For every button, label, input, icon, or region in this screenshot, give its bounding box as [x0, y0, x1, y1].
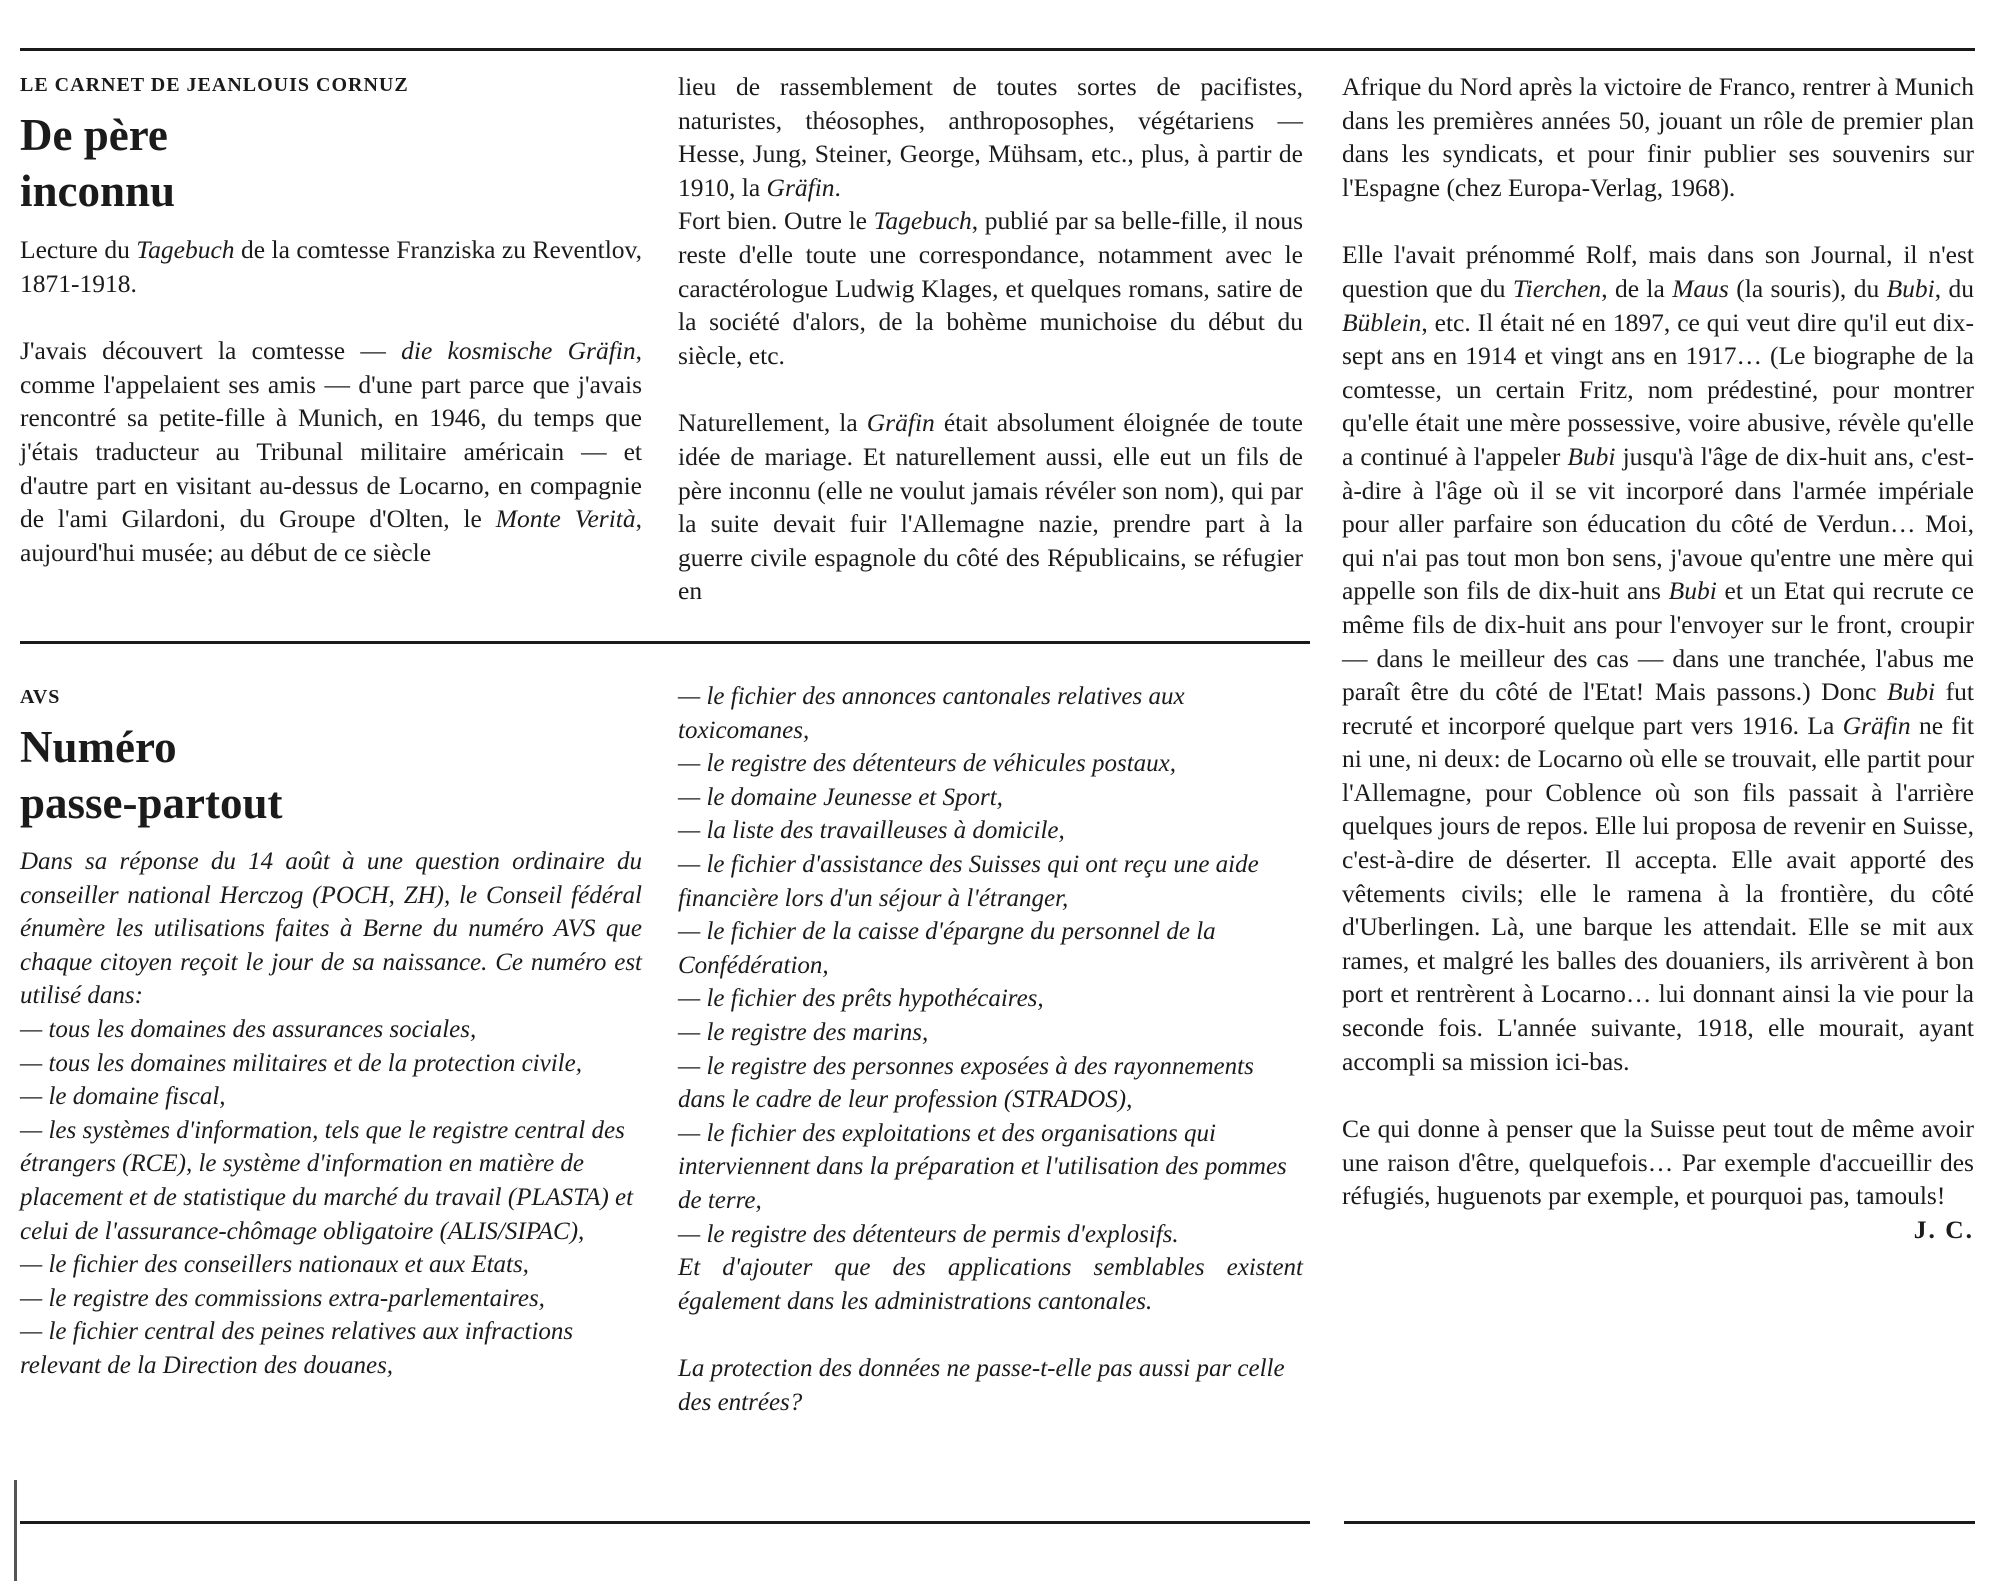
article1-column1 — [20, 74, 642, 569]
article1-title-line1: De père — [20, 110, 168, 160]
top-rule — [20, 48, 1975, 51]
list-item: — le registre des commissions extra-parlementaires, — [20, 1284, 545, 1312]
article1-paragraph-2: lieu de rassemblement de toutes sortes de pacifistes, naturistes, théosophes, anthroposophes, végétariens — Hesse, Jung, Steiner, George, Mühsam, etc., plus, à partir de 1910, la Gräfin. — [678, 72, 1303, 202]
list-item: — le fichier des conseillers nationaux et aux Etats, — [20, 1251, 529, 1279]
article2-title — [20, 719, 642, 831]
article2-list-col1 — [20, 1013, 642, 1383]
article1-body-col3 — [1342, 70, 1974, 1247]
article1-signature: J. C. — [1913, 1215, 1974, 1244]
list-item: — le fichier des prêts hypothécaires, — [678, 985, 1044, 1013]
article1-paragraph-1: J'avais découvert la comtesse — die kosmische Gräfin, comme l'appelaient ses amis — d'une part parce que j'avais rencontré sa petite-fille à Munich, en 1946, du temps que j'étais traducteur au Tribunal militaire américain — et d'autre part en visitant au-dessus de Locarno, en compagnie de l'ami Gilardoni, du Groupe d'Olten, le Monte Verità, aujourd'hui musée; au début de ce siècle — [20, 336, 642, 567]
list-item: — le fichier des annonces cantonales relatives aux toxicomanes, — [678, 683, 1185, 744]
article1-paragraph-4: Naturellement, la Gräfin était absolument éloignée de toute idée de mariage. Et naturellement aussi, elle eut un fils de père inconnu (elle ne voulut jamais révéler son nom), qui par la suite devait fuir l'Allemagne nazie, prendre part à la guerre civile espagnole du côté des Républicains, se réfugier en — [678, 408, 1303, 606]
article1-paragraph-6: Elle l'avait prénommé Rolf, mais dans son Journal, il n'est question que du Tierchen, de la Maus (la souris), du Bubi, du Büblein, etc. Il était né en 1897, ce qui veut dire qu'il eut dix-sept ans en 1914 et vingt ans en 1917… (Le biographe de la comtesse, un certain Fritz, nom prédestiné, pour montrer qu'elle était une mère possessive, voire abusive, révèle qu'elle a continué à l'appeler Bubi jusqu'à l'âge de dix-huit ans, c'est-à-dire à l'âge où il se vit incorporé dans l'armée impériale pour aller parfaire son éducation du côté de Verdun… Moi, qui n'ai pas tout mon bon sens, j'avoue qu'entre une mère qui appelle son fils de dix-huit ans Bubi et un Etat qui recrute ce même fils de dix-huit ans pour l'envoyer sur le front, croupir — dans le meilleur des cas — dans une tranchée, l'abus me paraît être du côté de l'Etat! Mais passons.) Donc Bubi fut recruté et incorporé quelque part vers 1916. La Gräfin ne fit ni une, ni deux: de Locarno où elle se trouvait, elle partit pour l'Allemagne, pour Coblence où son fils passait à l'arrière quelques jours de repos. Elle lui proposa de revenir en Suisse, c'est-à-dire de déserter. Il accepta. Elle avait apporté des vêtements civils; elle le ramena à la frontière, du côté d'Uberlingen. Là, une barque les attendait. Elle se mit aux rames, et malgré les balles des douaniers, ils arrivèrent à bon port et rentrèrent à Locarno… lui donnant ainsi la vie pour la seconde fois. L'année suivante, 1918, elle mourait, ayant accompli sa mission ici-bas. — [1342, 240, 1975, 1076]
article1-kicker: LE CARNET DE JEANLOUIS CORNUZ — [20, 74, 409, 96]
list-item: — tous les domaines des assurances sociales, — [20, 1015, 477, 1043]
list-item: — le fichier des exploitations et des organisations qui interviennent dans la préparation et l'utilisation des pommes de terre, — [678, 1119, 1287, 1214]
article1-paragraph-7: Ce qui donne à penser que la Suisse peut tout de même avoir une raison d'être, quelquefois… Par exemple d'accueillir des réfugiés, huguenots par exemple, et pourquoi pas, tamouls! — [1342, 1114, 1974, 1211]
list-item: — le registre des personnes exposées à des rayonnements dans le cadre de leur profession (STRADOS), — [678, 1052, 1254, 1114]
article2-list-col2 — [678, 680, 1303, 1251]
article2-intro: Dans sa réponse du 14 août à une question ordinaire du conseiller national Herczog (POCH, ZH), le Conseil fédéral énumère les utilisations faites à Berne du numéro AVS que chaque citoyen reçoit le jour de sa naissance. Ce numéro est utilisé dans: — [20, 848, 642, 1010]
list-item: — la liste des travailleuses à domicile, — [678, 817, 1065, 845]
article1-paragraph-5: Afrique du Nord après la victoire de Franco, rentrer à Munich dans les premières années 50, jouant un rôle de premier plan dans les syndicats, et pour finir publier ses souvenirs sur l'Espagne (chez Europa-Verlag, 1968). — [1342, 72, 1974, 202]
list-item: — le fichier d'assistance des Suisses qui ont reçu une aide financière lors d'un séjour à l'étranger, — [678, 850, 1259, 912]
article2-title-line2: passe-partout — [20, 778, 283, 828]
list-item: — le fichier de la caisse d'épargne du personnel de la Confédération, — [678, 918, 1216, 979]
article2-column1 — [20, 686, 642, 1383]
article2-kicker: AVS — [20, 686, 61, 708]
article1-paragraph-3: Fort bien. Outre le Tagebuch, publié par sa belle-fille, il nous reste d'elle toute une correspondance, notamment avec le caractérologue Ludwig Klages, et quelques romans, satire de la société d'alors, de la bohème munichoise du début du siècle, etc. — [678, 206, 1303, 370]
article1-title-line2: inconnu — [20, 166, 176, 216]
article2-closing: Et d'ajouter que des applications semblables existent également dans les administrations cantonales. — [678, 1254, 1303, 1315]
left-edge-line — [14, 1480, 17, 1581]
article2-title-line1: Numéro — [20, 722, 177, 772]
list-item: — le domaine Jeunesse et Sport, — [678, 783, 1003, 811]
list-item: — les systèmes d'information, tels que le registre central des étrangers (RCE), le système d'information en matière de placement et de statistique du marché du travail (PLASTA) et celui de l'assurance-chômage obligatoire (ALIS/SIPAC), — [20, 1116, 634, 1245]
list-item: — le registre des détenteurs de véhicules postaux, — [678, 750, 1177, 778]
article1-body-col2 — [678, 70, 1303, 608]
article2-column2 — [678, 680, 1303, 1419]
bottom-rule-left — [20, 1521, 1310, 1524]
article1-body-col1 — [20, 233, 642, 569]
list-item: — le fichier central des peines relatives aux infractions relevant de la Direction des douanes, — [20, 1318, 574, 1379]
article1-lead: Lecture du Tagebuch de la comtesse Franziska zu Reventlov, 1871-1918. — [20, 235, 642, 298]
list-item: — le registre des marins, — [678, 1018, 929, 1046]
list-item: — le registre des détenteurs de permis d'explosifs. — [678, 1220, 1179, 1248]
list-item: — le domaine fiscal, — [20, 1083, 226, 1111]
article1-title — [20, 107, 642, 219]
mid-rule — [20, 641, 1310, 644]
list-item: — tous les domaines militaires et de la protection civile, — [20, 1049, 582, 1077]
article2-question: La protection des données ne passe-t-elle pas aussi par celle des entrées? — [678, 1355, 1285, 1416]
bottom-rule-right — [1344, 1521, 1975, 1524]
